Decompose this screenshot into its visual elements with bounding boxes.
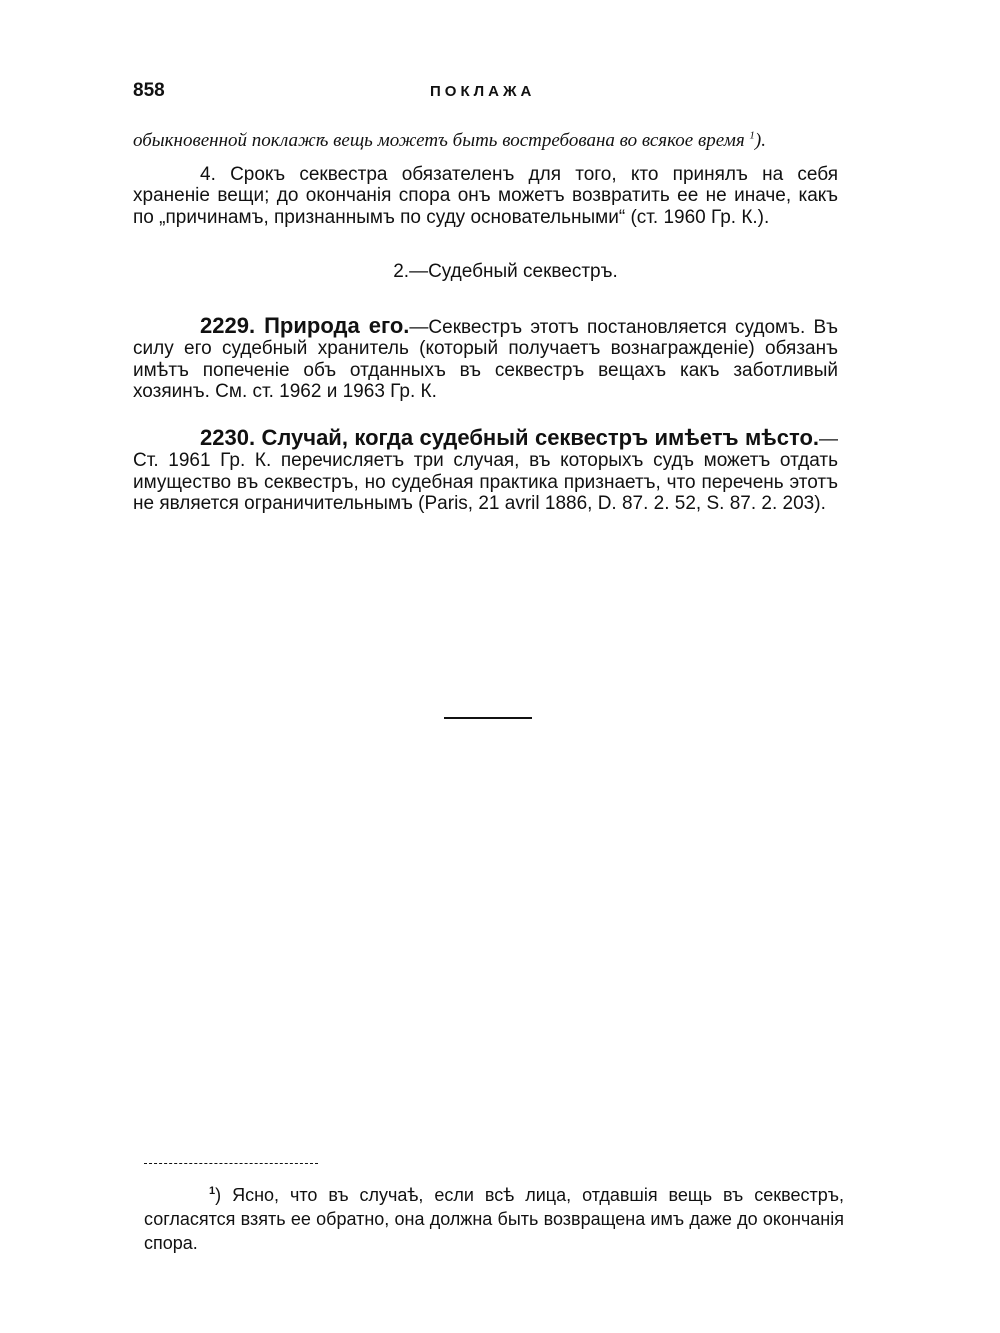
footnote-separator <box>144 1163 318 1164</box>
footnote-reference: 1 <box>749 129 755 142</box>
running-title: ПОКЛАЖА <box>430 83 536 100</box>
page-header <box>133 80 838 106</box>
main-text <box>133 130 838 515</box>
footnote-text: ) Ясно, что въ случаѣ, если всѣ лица, отдавшія вещь въ секвестръ, согласятся взять ее обратно, она должна быть возвращена имъ даже до окончанія спора. <box>144 1185 844 1253</box>
continuation-end: ). <box>754 130 766 151</box>
section-subheading: 2.—Судебный секвестръ. <box>393 261 618 282</box>
page-number: 858 <box>133 80 165 101</box>
continuation-paragraph <box>133 130 838 152</box>
footnote-paragraph <box>144 1183 844 1255</box>
item-4-paragraph: 4. Срокъ секвестра обязателенъ для того, кто принялъ на себя храненіе вещи; до окончанія спора онъ можетъ возвратить ее не иначе, какъ по „причинамъ, признаннымъ по суду основательными“ (ст. 1960 Гр. К.). <box>133 163 838 228</box>
article-2230 <box>133 424 838 515</box>
article-2230-body: — Ст. 1961 Гр. К. перечисляетъ три случая, въ которыхъ судъ можетъ отдать имущество въ секвестръ, но судебная практика признаетъ, что перечень этотъ не является ограничительнымъ (Paris, 21 avril 1886, D. 87. 2. 52, S. 87. 2. 203). <box>133 428 838 514</box>
footnote-mark: 1 <box>209 1185 216 1197</box>
article-2229-body: —Секвестръ этотъ постановляется судомъ. Въ силу его судебный хранитель (который получаетъ вознагражденіе) обязанъ имѣтъ попеченіе объ отданныхъ въ секвестръ вещахъ какъ заботливый хозяинъ. См. ст. 1962 и 1963 Гр. К. <box>133 316 839 402</box>
article-2229 <box>133 312 839 403</box>
footnote <box>144 1183 844 1255</box>
article-2230-heading: 2230. Случай, когда судебный секвестръ имѣетъ мѣсто. <box>200 424 819 450</box>
continuation-text: обыкновенной поклажѣ вещь можетъ быть востребована во всякое время <box>133 130 745 151</box>
article-2229-heading: 2229. Природа его. <box>200 312 410 338</box>
section-end-rule <box>444 717 532 719</box>
